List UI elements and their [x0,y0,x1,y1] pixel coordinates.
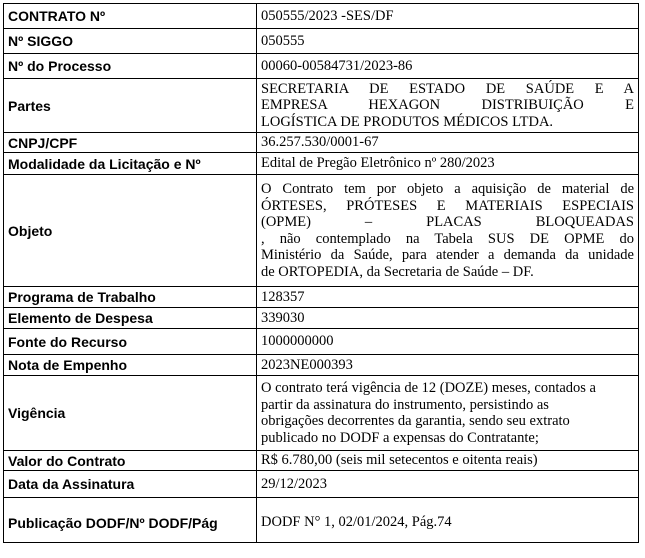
row-label: Programa de Trabalho [4,287,257,308]
row-label: Modalidade da Licitação e Nº [4,153,257,175]
table-row [4,4,639,29]
table-row [4,175,639,287]
row-value: DODF N° 1, 02/01/2024, Pág.74 [257,498,639,543]
row-value: 050555 [257,29,639,54]
row-value: 050555/2023 -SES/DF [257,4,639,29]
row-label: Publicação DODF/Nº DODF/Pág [4,498,257,543]
row-value: 339030 [257,308,639,329]
row-label: Vigência [4,376,257,451]
row-value: 36.257.530/0001-67 [257,133,639,153]
table-row [4,498,639,543]
row-value: O contrato terá vigência de 12 (DOZE) meses, contados a partir da assinatura do instrumento, persistindo as obrigações decorrentes da garantia, sendo seu extrato publicado no DODF a expensas do Contratante; [257,376,639,451]
row-label: Nota de Empenho [4,355,257,376]
table-row [4,153,639,175]
table-row [4,133,639,153]
row-label: Elemento de Despesa [4,308,257,329]
row-label: CONTRATO Nº [4,4,257,29]
row-value: SECRETARIA DE ESTADO DE SAÚDE E A EMPRESA HEXAGON DISTRIBUIÇÃO E LOGÍSTICA DE PRODUTOS MÉDICOS LTDA. [257,79,639,133]
table-row [4,54,639,79]
row-value: 128357 [257,287,639,308]
table-row [4,29,639,54]
row-label: Nº SIGGO [4,29,257,54]
row-value: 00060-00584731/2023-86 [257,54,639,79]
row-label: Data da Assinatura [4,471,257,498]
contract-summary-table [3,3,639,543]
row-label: Valor do Contrato [4,451,257,471]
table-row [4,355,639,376]
table-row [4,451,639,471]
row-value: 29/12/2023 [257,471,639,498]
row-value: O Contrato tem por objeto a aquisição de material de ÓRTESES, PRÓTESES E MATERIAIS ESPECIAIS (OPME) – PLACAS BLOQUEADAS , não contemplado na Tabela SUS DE OPME do Ministério da Saúde, para atender a demanda da unidade de ORTOPEDIA, da Secretaria de Saúde – DF. [257,175,639,287]
row-label: Fonte do Recurso [4,329,257,355]
table-row [4,308,639,329]
row-value: Edital de Pregão Eletrônico nº 280/2023 [257,153,639,175]
row-label: Objeto [4,175,257,287]
row-value: R$ 6.780,00 (seis mil setecentos e oitenta reais) [257,451,639,471]
row-label: CNPJ/CPF [4,133,257,153]
table-row [4,471,639,498]
table-row [4,329,639,355]
row-value: 2023NE000393 [257,355,639,376]
row-label: Nº do Processo [4,54,257,79]
row-label: Partes [4,79,257,133]
table-row [4,376,639,451]
table-row [4,79,639,133]
row-value: 1000000000 [257,329,639,355]
table-row [4,287,639,308]
